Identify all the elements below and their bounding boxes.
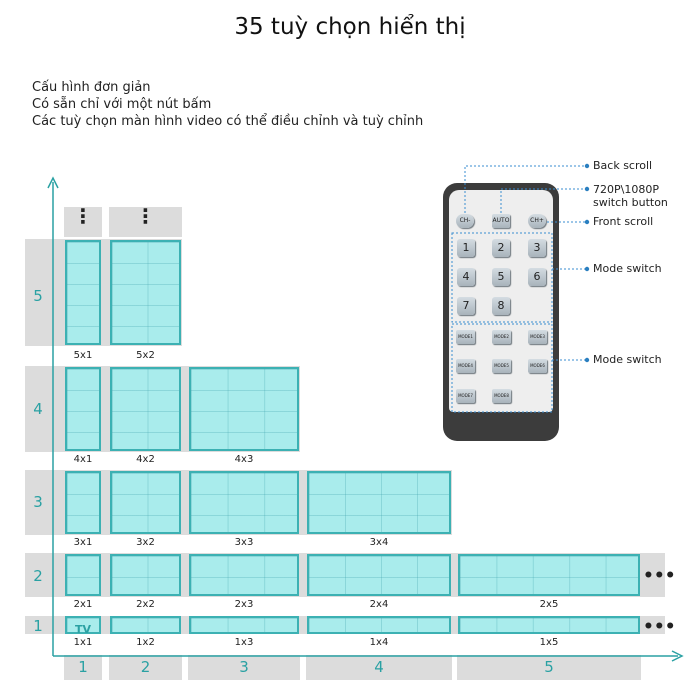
column-number-1: 1 <box>78 658 88 676</box>
number-button-3[interactable]: 3 <box>528 239 546 257</box>
layout-label-1x3: 1x3 <box>234 637 254 648</box>
mode-button-6[interactable]: MODE6 <box>528 359 547 373</box>
callout-switch-line-2: switch button <box>593 196 668 209</box>
tv-label: TV <box>74 623 92 636</box>
layout-label-1x2: 1x2 <box>136 637 155 648</box>
description-line-3: Các tuỳ chọn màn hình video có thể điều chỉnh và tuỳ chỉnh <box>32 114 424 129</box>
number-button-1[interactable]: 1 <box>457 239 475 257</box>
mode-switch-dot-2 <box>585 358 589 362</box>
front-scroll-dot <box>585 220 589 224</box>
layout-label-4x3: 4x3 <box>234 454 254 465</box>
mode-group-box <box>452 324 552 412</box>
mode-button-1[interactable]: MODE1 <box>456 330 475 344</box>
layout-label-2x3: 2x3 <box>234 599 254 610</box>
row-number-3: 3 <box>33 493 43 511</box>
layout-label-2x2: 2x2 <box>136 599 155 610</box>
layout-label-2x1: 2x1 <box>73 599 93 610</box>
mode-button-7[interactable]: MODE7 <box>456 389 475 403</box>
mode-button-2[interactable]: MODE2 <box>492 330 511 344</box>
row-number-5: 5 <box>33 287 43 305</box>
mode-button-5[interactable]: MODE5 <box>492 359 511 373</box>
more-rows-dots-col-2: ⋮ <box>135 204 156 228</box>
more-rows-dots-col-1: ⋮ <box>73 204 93 228</box>
number-button-8[interactable]: 8 <box>492 297 510 315</box>
row-number-1: 1 <box>33 617 43 635</box>
switch-button-dot <box>585 187 589 191</box>
layout-label-2x4: 2x4 <box>369 599 389 610</box>
layout-label-5x2: 5x2 <box>136 350 155 361</box>
number-button-4[interactable]: 4 <box>457 268 475 286</box>
more-columns-dots-row-2: ••• <box>643 566 676 586</box>
auto-button[interactable]: AUTO <box>492 214 510 228</box>
layout-label-2x5: 2x5 <box>539 599 559 610</box>
layout-label-1x4: 1x4 <box>369 637 389 648</box>
callout-front-scroll: Front scroll <box>593 215 654 228</box>
number-button-6[interactable]: 6 <box>528 268 546 286</box>
layout-label-3x1: 3x1 <box>73 537 93 548</box>
mode-button-8[interactable]: MODE8 <box>492 389 511 403</box>
callout-back-scroll: Back scroll <box>593 159 653 172</box>
layout-label-3x3: 3x3 <box>234 537 254 548</box>
row-number-4: 4 <box>33 400 43 418</box>
layout-label-3x2: 3x2 <box>136 537 155 548</box>
ch-minus-button[interactable]: CH- <box>456 214 474 228</box>
description-line-2: Có sẵn chỉ với một nút bấm <box>32 97 212 112</box>
column-number-5: 5 <box>544 658 554 676</box>
switch-button-leader <box>501 189 586 213</box>
callout-switch-line-1: 720P\1080P <box>593 183 659 196</box>
column-number-4: 4 <box>374 658 384 676</box>
callout-mode-switch-1: Mode switch <box>593 262 662 275</box>
layout-label-1x5: 1x5 <box>539 637 559 648</box>
layout-label-3x4: 3x4 <box>369 537 389 548</box>
description-line-1: Cấu hình đơn giản <box>32 80 151 95</box>
column-number-3: 3 <box>239 658 249 676</box>
layout-label-5x1: 5x1 <box>73 350 93 361</box>
column-number-2: 2 <box>140 658 151 676</box>
mode-switch-dot-1 <box>585 267 589 271</box>
layout-label-4x2: 4x2 <box>136 454 155 465</box>
row-number-2: 2 <box>33 567 43 585</box>
more-columns-dots-row-1: ••• <box>643 617 676 637</box>
number-button-5[interactable]: 5 <box>492 268 510 286</box>
mode-button-3[interactable]: MODE3 <box>528 330 547 344</box>
page-title: 35 tuỳ chọn hiển thị <box>234 14 466 40</box>
layout-label-1x1: 1x1 <box>73 637 93 648</box>
number-button-2[interactable]: 2 <box>492 239 510 257</box>
number-button-7[interactable]: 7 <box>457 297 475 315</box>
ch-plus-button[interactable]: CH+ <box>528 214 546 228</box>
callout-mode-switch-2: Mode switch <box>593 353 662 366</box>
back-scroll-dot <box>585 164 589 168</box>
mode-button-4[interactable]: MODE4 <box>456 359 475 373</box>
layout-label-4x1: 4x1 <box>73 454 93 465</box>
number-group-box <box>452 233 552 322</box>
